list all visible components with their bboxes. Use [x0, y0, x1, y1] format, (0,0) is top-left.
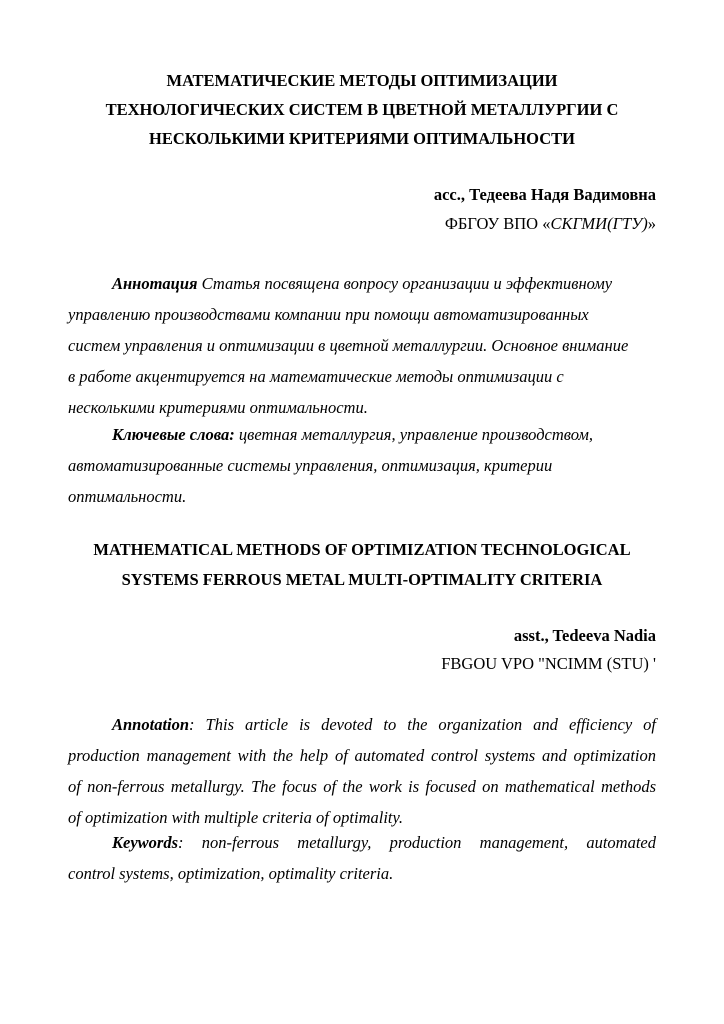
abstract-en-label: Annotation — [112, 715, 190, 734]
keywords-ru — [68, 419, 656, 512]
abstract-ru-line: систем управления и оптимизации в цветной металлургии. Основное внимание — [68, 336, 629, 355]
keywords-en — [68, 827, 656, 889]
keywords-ru-line: автоматизированные системы управления, оптимизация, критерии — [68, 456, 553, 475]
title-ru-line: ТЕХНОЛОГИЧЕСКИХ СИСТЕМ В ЦВЕТНОЙ МЕТАЛЛУРГИИ С — [105, 100, 619, 119]
organization-ru-suffix: » — [647, 214, 656, 233]
abstract-en-text: : This article is devoted to the organization and efficiency of — [189, 715, 656, 734]
author-ru: асс., Тедеева Надя Вадимовна — [433, 185, 656, 204]
abstract-ru-line: управлению производствами компании при помощи автоматизированных — [68, 305, 589, 324]
title-en-line: SYSTEMS FERROUS METAL MULTI-OPTIMALITY CRITERIA — [121, 570, 603, 589]
keywords-en-line: control systems, optimization, optimality criteria. — [68, 864, 394, 883]
abstract-ru-line: в работе акцентируется на математические методы оптимизации с — [68, 367, 564, 386]
keywords-en-line — [68, 827, 656, 858]
abstract-en-line: of optimization with multiple criteria of optimality. — [68, 808, 404, 827]
abstract-ru-label: Аннотация — [112, 274, 198, 293]
keywords-en-label: Keywords — [112, 833, 178, 852]
abstract-en — [68, 709, 656, 833]
abstract-en-line: production management with the help of automated control systems and optimization — [68, 746, 656, 765]
organization-en: FBGOU VPO "NCIMM (STU) ' — [441, 654, 656, 673]
title-ru-line: НЕСКОЛЬКИМИ КРИТЕРИЯМИ ОПТИМАЛЬНОСТИ — [149, 129, 575, 148]
organization-ru-name: СКГМИ(ГТУ) — [550, 214, 648, 233]
abstract-ru-line — [68, 268, 656, 299]
author-en: asst., Tedeeva Nadia — [513, 626, 656, 645]
abstract-en-line: of non-ferrous metallurgy. The focus of the work is focused on mathematical methods — [68, 777, 656, 796]
title-en — [68, 535, 656, 595]
abstract-en-line — [68, 709, 656, 740]
keywords-ru-line: оптимальности. — [68, 487, 187, 506]
abstract-ru-line: несколькими критериями оптимальности. — [68, 398, 368, 417]
keywords-ru-line — [68, 419, 656, 450]
keywords-ru-label: Ключевые слова: — [112, 425, 235, 444]
abstract-ru-text: Статья посвящена вопросу организации и эффективному — [197, 274, 613, 293]
title-ru — [68, 66, 656, 153]
title-en-line: MATHEMATICAL METHODS OF OPTIMIZATION TECHNOLOGICAL — [93, 540, 631, 559]
organization-ru-prefix: ФБГОУ ВПО « — [444, 214, 551, 233]
abstract-ru — [68, 268, 656, 423]
organization-ru — [445, 214, 656, 234]
keywords-en-text: : non-ferrous metallurgy, production management, automated — [178, 833, 656, 852]
title-ru-line: МАТЕМАТИЧЕСКИЕ МЕТОДЫ ОПТИМИЗАЦИИ — [166, 71, 558, 90]
keywords-ru-text: цветная металлургия, управление производством, — [234, 425, 593, 444]
